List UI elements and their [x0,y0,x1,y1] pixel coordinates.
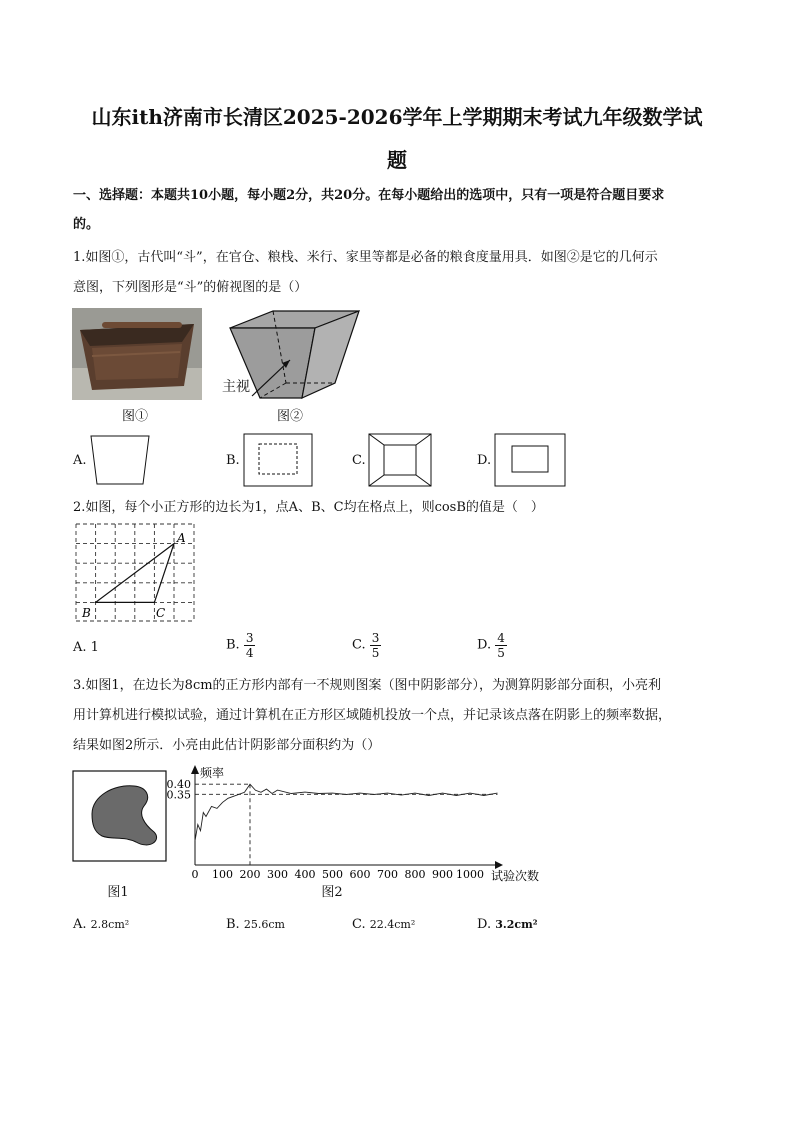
y-tick-label: 0.40 [166,778,191,792]
q2-option-c-fraction [370,631,382,660]
q3-text-line3: 结果如图2所示．小亮由此估计阴影部分面积约为（） [73,738,381,753]
x-tick-label: 900 [432,868,453,881]
q3-text-line2: 用计算机进行模拟试验，通过计算机在正方形区域随机投放一个点，并记录该点落在阴影上的频率数据， [73,708,672,723]
x-tick-label: 400 [294,868,316,881]
q2-option-c-letter: C. [352,637,366,653]
q1-fig2-caption: 图② [276,409,303,424]
q2-option-d-fraction [495,631,507,660]
q2-option-d-numerator: 4 [497,631,505,645]
point-b-label: B [82,606,91,620]
front-view-label: 主视 [222,379,250,395]
q2-option-c-denominator: 5 [371,646,380,660]
q1-option-c-letter[interactable]: C. [352,453,366,468]
q3-option-c-letter: C. [352,917,366,932]
section-header-line2: 的。 [73,217,100,232]
q3-option-b-value: 25.6cm [243,918,285,931]
x-tick-label: 700 [377,868,398,881]
q1-option-a-letter[interactable]: A. [73,453,87,468]
q3-option-c-value: 22.4cm² [369,918,416,931]
q1-option-d-figure [494,433,566,487]
q2-option-c[interactable] [352,631,381,660]
q1-option-d-letter[interactable]: D. [477,453,492,468]
page-title-line2: 题 [387,148,407,172]
frequency-series-line [195,784,498,841]
point-c-label: C [156,606,166,620]
dou-photo [72,308,202,400]
q3-option-a-letter: A. [73,917,87,932]
x-axis-label: 试验次数 [491,869,540,883]
x-tick-label: 100 [212,868,233,881]
q3-option-b-letter: B. [226,917,240,932]
q2-text: 2.如图，每个小正方形的边长为1，点A、B、C均在格点上，则cosB的值是（ ） [73,500,544,515]
page-title-line1: 山东ith济南市长清区2025-2026学年上学期期末考试九年级数学试 [91,105,703,129]
chart-reference-lines [195,784,498,865]
x-tick-label: 300 [267,868,288,881]
q2-option-a[interactable] [73,639,99,657]
q3-option-c[interactable] [352,916,415,934]
q1-option-a-figure [88,433,152,487]
q3-option-d[interactable] [477,916,538,934]
point-a-label: A [177,531,186,545]
q3-figure-1 [72,770,168,863]
q2-option-d[interactable] [477,631,507,660]
q2-option-a-value: 1 [90,640,99,655]
q2-option-b-denominator: 4 [245,646,254,660]
q2-option-c-numerator: 3 [371,631,380,645]
q1-text-line2: 意图，下列图形是“斗”的俯视图的是（） [73,280,308,295]
x-axis-arrow [495,861,503,869]
q1-fig1-caption: 图① [121,409,148,424]
y-tick-label: 0.35 [166,788,191,802]
q3-text-line1: 3.如图1，在边长为8cm的正方形内部有一不规则图案（图中阴影部分），为测算阴影部分面积，小亮利 [73,678,662,693]
q1-option-b-letter[interactable]: B. [226,453,240,468]
x-tick-label: 0 [191,868,199,881]
q2-option-d-denominator: 5 [497,646,505,660]
x-tick-label: 500 [322,868,343,881]
q1-option-c-figure [368,433,432,487]
x-tick-label: 1000 [456,868,484,881]
q3-fig1-caption: 图1 [107,885,129,900]
q3-fig2-caption: 图2 [321,885,343,900]
section-header-line1: 一、选择题：本题共10小题，每小题2分，共20分。在每小题给出的选项中，只有一项是符合题目要求 [73,188,665,203]
frequency-chart [160,762,550,884]
q1-option-b-figure [243,433,313,487]
q3-option-d-letter: D. [477,917,492,932]
q2-option-b-letter: B. [226,637,240,653]
x-tick-label: 600 [349,868,371,881]
q2-option-b-fraction [244,631,256,660]
y-axis-label: 频率 [200,766,225,780]
q2-option-b[interactable] [226,631,255,660]
q3-option-b[interactable] [226,916,285,934]
q2-option-d-letter: D. [477,637,492,653]
q3-option-d-value: 3.2cm² [495,918,538,931]
q3-option-a-value: 2.8cm² [90,918,130,931]
x-tick-label: 800 [404,868,426,881]
q2-option-a-letter: A. [73,640,87,655]
x-tick-label: 200 [239,868,261,881]
q2-grid-diagram [74,522,198,624]
q2-option-b-numerator: 3 [245,631,254,645]
q3-option-a[interactable] [73,916,129,934]
q1-text-line1: 1.如图①，古代叫“斗”，在官仓、粮栈、米行、家里等都是必备的粮食度量用具．如图②是它的几何示 [73,250,658,265]
y-axis-arrow [191,765,199,774]
